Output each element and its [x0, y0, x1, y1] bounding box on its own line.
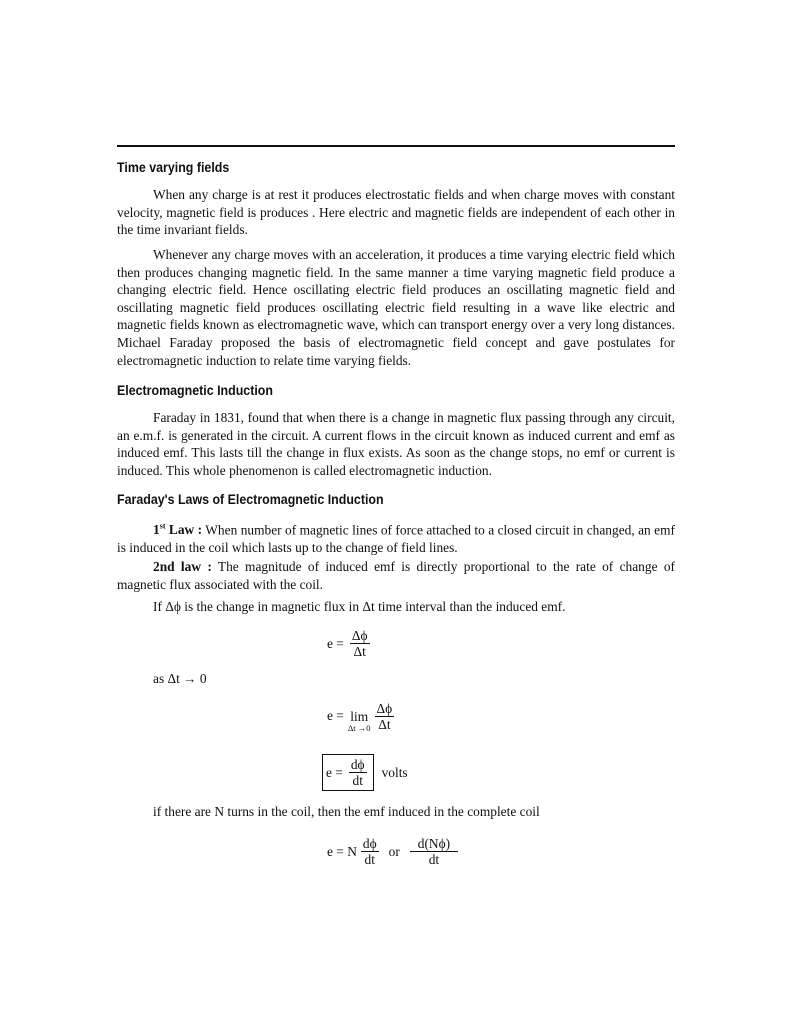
eq2-lhs: e = — [327, 708, 344, 723]
eq2-limit: lim Δt →0 — [347, 709, 371, 733]
heading-em-induction: Electromagnetic Induction — [117, 383, 273, 398]
eq4-fraction-2: $\frac{d(N\phi)}{dt}$ — [410, 836, 458, 867]
paragraph-time-varying-1: When any charge is at rest it produces electrostatic fields and when charge moves with constant velocity, magnetic field is produces . Here electric and magnetic fields are independent of each other in the time invariant fields. — [117, 187, 675, 238]
header-rule — [117, 145, 675, 147]
limit-condition: as Δt → 0 — [153, 671, 207, 686]
second-law-text: The magnitude of induced emf is directly proportional to the rate of change of magnetic flux associated with the coil. — [117, 559, 675, 592]
heading-faraday-laws: Faraday's Laws of Electromagnetic Induction — [117, 492, 384, 507]
paragraph-em-induction: Faraday in 1831, found that when there is a change in magnetic flux passing through any circuit, an e.m.f. is generated in the circuit. A current flows in the circuit known as induced current and emf as induced emf. This lasts till the change in flux exists. As soon as the change stops, no emf or current is induced. This whole phenomenon is called electromagnetic induction. — [117, 410, 675, 478]
eq4-fraction-1: $\frac{d\phi}{dt}$ — [362, 836, 377, 867]
first-law-text: When number of magnetic lines of force attached to a closed circuit in changed, an emf is induced in the coil which lasts up to the change of field lines. — [117, 522, 675, 556]
paragraph-n-turns: if there are N turns in the coil, then the emf induced in the complete coil — [153, 804, 540, 819]
equation-emf-limit — [327, 699, 394, 733]
eq4-lhs: e = N — [327, 843, 357, 859]
equation-emf-delta — [327, 628, 370, 659]
eq3-box — [322, 754, 374, 791]
second-law-label: 2nd law : — [153, 559, 212, 574]
paragraph-second-law — [117, 558, 675, 593]
paragraph-first-law — [117, 518, 675, 557]
first-law-label: 1st Law : — [153, 522, 203, 538]
eq3-fraction: $\frac{d\phi}{dt}$ — [350, 757, 365, 788]
eq1-lhs: e = — [327, 635, 344, 651]
eq1-fraction: $\frac{\Delta\phi}{\Delta t}$ — [351, 628, 368, 659]
paragraph-delta-phi: If Δϕ is the change in magnetic flux in Δt time interval than the induced emf. — [153, 599, 566, 614]
eq4-or: or — [388, 843, 400, 859]
heading-time-varying-fields: Time varying fields — [117, 160, 230, 175]
eq3-lhs: e = — [326, 764, 343, 780]
eq2-fraction: $\frac{\Delta\phi}{\Delta t}$ — [376, 700, 393, 732]
paragraph-time-varying-2: Whenever any charge moves with an acceleration, it produces a time varying electric field which then produces changing magnetic field. In the same manner a time varying magnetic field produce a changing electric field. Hence oscillating electric field produces an oscillating magnetic field and oscillating magnetic field produces oscillating electric field resulting in a wave like electric and magnetic fields known as electromagnetic wave, which can transport energy over a very long distances. Michael Faraday proposed the basis of electromagnetic field concept and gave postulates for electromagnetic induction to relate time varying fields. — [117, 247, 675, 368]
eq3-unit: volts — [381, 764, 408, 780]
equation-emf-derivative — [322, 754, 408, 791]
equation-emf-n-turns — [327, 836, 458, 867]
